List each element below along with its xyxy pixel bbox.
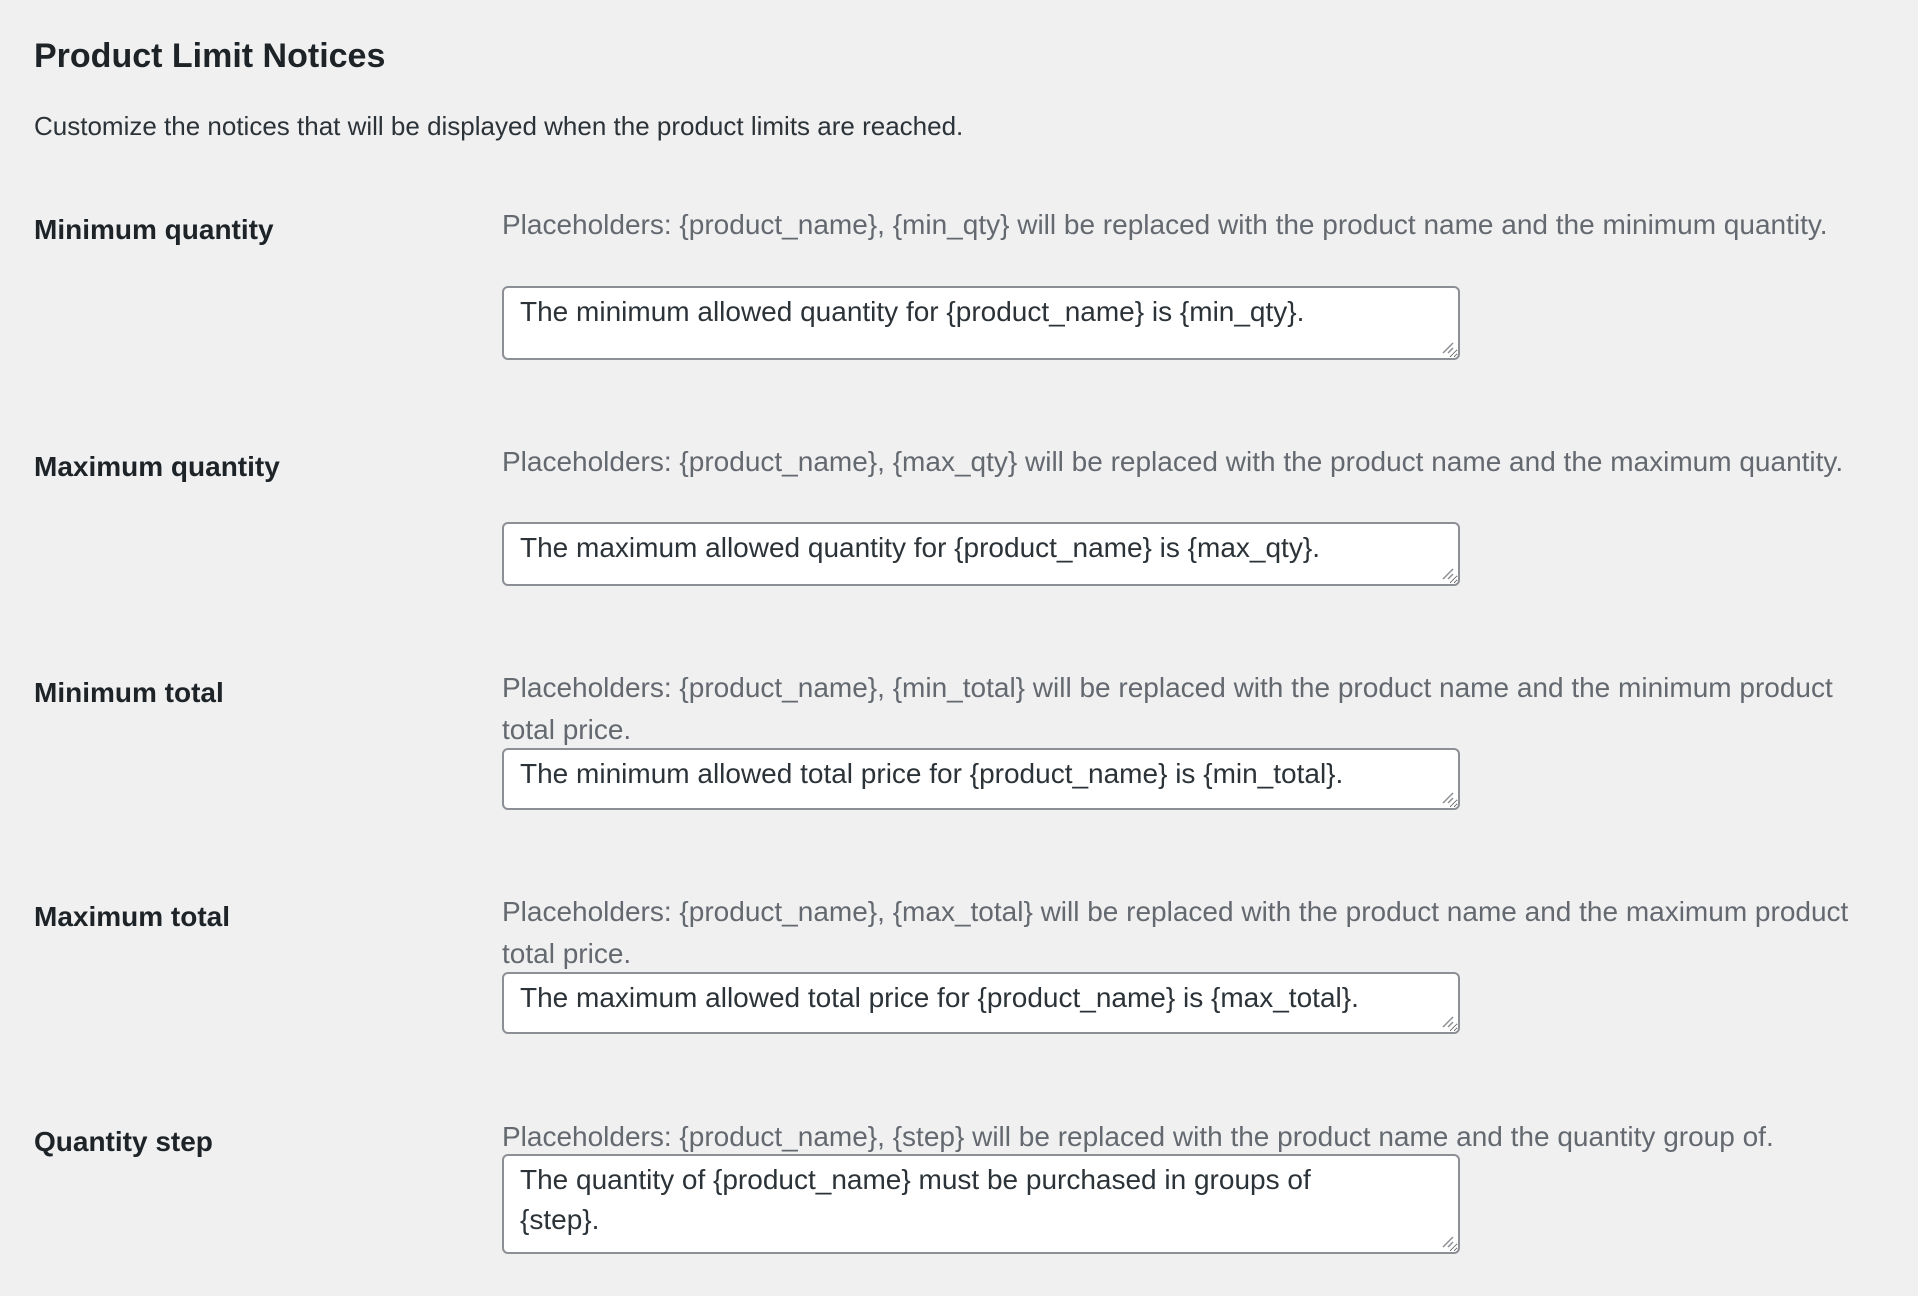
textarea-value: The quantity of {product_name} must be purchased in groups of {step}. [520, 1164, 1311, 1235]
setting-label: Maximum quantity [34, 451, 280, 482]
section-title: Product Limit Notices [34, 37, 386, 75]
setting-label: Quantity step [34, 1126, 213, 1157]
textarea-value: The maximum allowed total price for {product_name} is {max_total}. [520, 982, 1359, 1013]
setting-description: Placeholders: {product_name}, {min_total} will be replaced with the product name and the minimum product total price. [502, 672, 1833, 745]
quantity-step-notice-textarea[interactable] [502, 1154, 1460, 1254]
setting-description: Placeholders: {product_name}, {max_qty} will be replaced with the product name and the maximum quantity. [502, 446, 1844, 477]
textarea-value: The maximum allowed quantity for {product_name} is {max_qty}. [520, 532, 1320, 563]
section-description: Customize the notices that will be displayed when the product limits are reached. [34, 111, 964, 141]
setting-label: Minimum quantity [34, 214, 274, 245]
resize-handle-icon[interactable] [1440, 1234, 1454, 1248]
maximum-total-notice-textarea[interactable] [502, 972, 1460, 1034]
setting-description: Placeholders: {product_name}, {max_total} will be replaced with the product name and the maximum product total price. [502, 896, 1849, 969]
minimum-quantity-notice-textarea[interactable] [502, 286, 1460, 360]
resize-handle-icon[interactable] [1440, 566, 1454, 580]
setting-label: Minimum total [34, 677, 224, 708]
setting-label: Maximum total [34, 901, 231, 932]
textarea-value: The minimum allowed total price for {product_name} is {min_total}. [520, 758, 1344, 789]
minimum-total-notice-textarea[interactable] [502, 748, 1460, 810]
resize-handle-icon[interactable] [1440, 790, 1454, 804]
maximum-quantity-notice-textarea[interactable] [502, 522, 1460, 586]
resize-handle-icon[interactable] [1440, 340, 1454, 354]
textarea-value: The minimum allowed quantity for {product_name} is {min_qty}. [520, 296, 1305, 327]
setting-description: Placeholders: {product_name}, {min_qty} will be replaced with the product name and the minimum quantity. [502, 209, 1828, 240]
setting-description: Placeholders: {product_name}, {step} will be replaced with the product name and the quantity group of. [502, 1121, 1774, 1152]
resize-handle-icon[interactable] [1440, 1014, 1454, 1028]
